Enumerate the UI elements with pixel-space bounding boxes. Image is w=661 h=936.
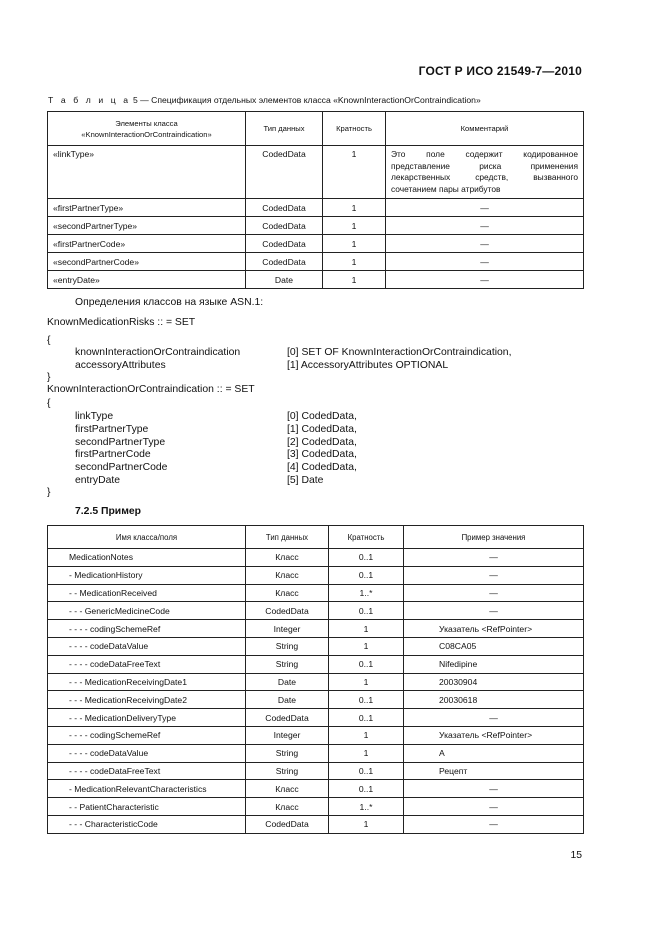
asn-field-type: [5] Date [287, 475, 324, 486]
asn-intro: Определения классов на языке ASN.1: [75, 297, 264, 308]
example-cell-value: Nifedipine [404, 655, 584, 673]
section-heading: 7.2.5 Пример [75, 506, 142, 517]
example-cell-multiplicity: 0..1 [329, 691, 404, 709]
example-cell-value: — [404, 549, 584, 567]
table-row [48, 549, 584, 567]
table5-cell-comment: — [386, 253, 584, 271]
table5-cell-multiplicity: 1 [323, 146, 386, 199]
example-cell-value: Рецепт [404, 762, 584, 780]
table-row [48, 673, 584, 691]
table5-cell-element: «secondPartnerType» [48, 217, 246, 235]
table5-header-multiplicity: Кратность [323, 112, 386, 146]
asn-field-type: [4] CodedData, [287, 462, 357, 473]
table5-header-elements: Элементы класса «KnownInteractionOrContraindication» [48, 112, 246, 146]
table5-cell-comment: — [386, 235, 584, 253]
example-cell-value: — [404, 815, 584, 833]
asn-field-type: [1] AccessoryAttributes OPTIONAL [287, 360, 449, 371]
example-cell-multiplicity: 0..1 [329, 566, 404, 584]
table-row [48, 620, 584, 638]
asn-brace-open: { [47, 335, 51, 346]
table5-cell-element: «linkType» [48, 146, 246, 199]
table-row [48, 235, 584, 253]
example-cell-name: - - - MedicationReceivingDate2 [48, 691, 246, 709]
example-cell-type: String [246, 655, 329, 673]
table5-cell-multiplicity: 1 [323, 271, 386, 289]
example-cell-type: String [246, 744, 329, 762]
asn-field-name: accessoryAttributes [75, 360, 166, 371]
example-cell-multiplicity: 0..1 [329, 549, 404, 567]
table5-header-comment: Комментарий [386, 112, 584, 146]
example-cell-multiplicity: 0..1 [329, 780, 404, 798]
table5-cell-multiplicity: 1 [323, 217, 386, 235]
table-row [48, 691, 584, 709]
asn-field-name: secondPartnerCode [75, 462, 168, 473]
table5-cell-element: «secondPartnerCode» [48, 253, 246, 271]
example-cell-name: - - - MedicationDeliveryType [48, 709, 246, 727]
example-cell-name: - - - - codeDataFreeText [48, 762, 246, 780]
table5-cell-multiplicity: 1 [323, 253, 386, 271]
example-cell-name: - - - GenericMedicineCode [48, 602, 246, 620]
example-cell-value: — [404, 709, 584, 727]
asn-def1-header: KnownMedicationRisks :: = SET [47, 317, 196, 328]
example-header-multiplicity: Кратность [329, 526, 404, 549]
table5-cell-type: CodedData [246, 235, 323, 253]
asn-field-name: linkType [75, 411, 114, 422]
example-header-value: Пример значения [404, 526, 584, 549]
table-row [48, 780, 584, 798]
asn-field-name: knownInteractionOrContraindication [75, 347, 241, 358]
example-cell-name: - - MedicationReceived [48, 584, 246, 602]
table-row [48, 637, 584, 655]
asn-field-type: [3] CodedData, [287, 449, 357, 460]
table-row [48, 217, 584, 235]
example-cell-name: - MedicationRelevantCharacteristics [48, 780, 246, 798]
example-cell-type: CodedData [246, 709, 329, 727]
table-row [48, 709, 584, 727]
example-cell-multiplicity: 0..1 [329, 762, 404, 780]
table-row [48, 253, 584, 271]
example-cell-multiplicity: 1 [329, 815, 404, 833]
example-cell-name: - - PatientCharacteristic [48, 798, 246, 816]
asn-field-name: secondPartnerType [75, 437, 166, 448]
example-cell-type: Класс [246, 798, 329, 816]
table5-cell-type: CodedData [246, 146, 323, 199]
example-cell-name: - - - - codeDataValue [48, 637, 246, 655]
example-cell-multiplicity: 1 [329, 673, 404, 691]
example-cell-type: Класс [246, 566, 329, 584]
table-row [48, 271, 584, 289]
example-cell-type: Integer [246, 620, 329, 638]
table5-cell-comment: — [386, 199, 584, 217]
example-cell-multiplicity: 0..1 [329, 602, 404, 620]
example-cell-value: Указатель <RefPointer> [404, 726, 584, 744]
table5-cell-type: CodedData [246, 253, 323, 271]
table5 [47, 111, 584, 289]
example-cell-value: 20030618 [404, 691, 584, 709]
table5-cell-type: CodedData [246, 199, 323, 217]
example-cell-value: A [404, 744, 584, 762]
example-cell-value: 20030904 [404, 673, 584, 691]
example-cell-multiplicity: 1 [329, 637, 404, 655]
asn-brace-close: } [47, 487, 51, 498]
example-cell-multiplicity: 1 [329, 726, 404, 744]
example-cell-name: - MedicationHistory [48, 566, 246, 584]
example-cell-value: — [404, 780, 584, 798]
page-number: 15 [570, 850, 582, 861]
table5-cell-comment: — [386, 217, 584, 235]
example-cell-type: Date [246, 691, 329, 709]
example-table-body [48, 549, 584, 834]
table-row [48, 566, 584, 584]
table5-cell-multiplicity: 1 [323, 199, 386, 217]
asn-field-type: [2] CodedData, [287, 437, 357, 448]
example-cell-value: — [404, 602, 584, 620]
table5-cell-type: Date [246, 271, 323, 289]
asn-field-name: firstPartnerCode [75, 449, 151, 460]
table-row [48, 584, 584, 602]
example-cell-name: - - - - codeDataFreeText [48, 655, 246, 673]
table5-cell-comment: — [386, 271, 584, 289]
table5-cell-multiplicity: 1 [323, 235, 386, 253]
table5-header-row [48, 112, 584, 146]
table5-cell-element: «firstPartnerType» [48, 199, 246, 217]
asn-field-name: firstPartnerType [75, 424, 149, 435]
table-row [48, 762, 584, 780]
example-header-name: Имя класса/поля [48, 526, 246, 549]
example-cell-type: String [246, 637, 329, 655]
example-cell-value: C08CA05 [404, 637, 584, 655]
example-cell-multiplicity: 0..1 [329, 709, 404, 727]
table-row [48, 815, 584, 833]
asn-field-type: [0] CodedData, [287, 411, 357, 422]
example-cell-value: Указатель <RefPointer> [404, 620, 584, 638]
asn-brace-close: } [47, 372, 51, 383]
example-cell-name: - - - CharacteristicCode [48, 815, 246, 833]
example-cell-name: - - - - codingSchemeRef [48, 620, 246, 638]
table-row [48, 798, 584, 816]
table5-caption-lead: Т а б л и ц а [48, 95, 131, 105]
table-row [48, 146, 584, 199]
asn-field-type: [0] SET OF KnownInteractionOrContraindication, [287, 347, 512, 358]
example-cell-name: - - - - codeDataValue [48, 744, 246, 762]
example-cell-type: String [246, 762, 329, 780]
table5-cell-element: «entryDate» [48, 271, 246, 289]
example-cell-multiplicity: 1 [329, 744, 404, 762]
example-cell-type: Класс [246, 780, 329, 798]
example-cell-name: - - - - codingSchemeRef [48, 726, 246, 744]
example-cell-multiplicity: 1 [329, 620, 404, 638]
table-row [48, 726, 584, 744]
standard-designation: ГОСТ Р ИСО 21549-7—2010 [418, 64, 582, 78]
table5-cell-element: «firstPartnerCode» [48, 235, 246, 253]
example-cell-type: Класс [246, 584, 329, 602]
example-cell-multiplicity: 1..* [329, 798, 404, 816]
example-cell-value: — [404, 798, 584, 816]
table-row [48, 655, 584, 673]
example-cell-type: CodedData [246, 602, 329, 620]
table5-cell-type: CodedData [246, 217, 323, 235]
example-header-type: Тип данных [246, 526, 329, 549]
example-cell-value: — [404, 584, 584, 602]
example-cell-type: Integer [246, 726, 329, 744]
example-cell-name: - - - MedicationReceivingDate1 [48, 673, 246, 691]
table5-caption [48, 95, 481, 105]
example-cell-type: CodedData [246, 815, 329, 833]
example-cell-multiplicity: 0..1 [329, 655, 404, 673]
example-cell-type: Date [246, 673, 329, 691]
table-row [48, 744, 584, 762]
example-cell-name: MedicationNotes [48, 549, 246, 567]
asn-field-name: entryDate [75, 475, 121, 486]
asn-field-type: [1] CodedData, [287, 424, 357, 435]
asn-def2-header: KnownInteractionOrContraindication :: = SET [47, 384, 255, 395]
table-row [48, 602, 584, 620]
example-cell-value: — [404, 566, 584, 584]
example-cell-type: Класс [246, 549, 329, 567]
table5-cell-comment: Это поле содержит кодированное представление риска применения лекарственных средств, вызванного сочетанием пары атрибутов [386, 146, 584, 199]
asn-brace-open: { [47, 398, 51, 409]
table-row [48, 199, 584, 217]
table5-header-type: Тип данных [246, 112, 323, 146]
example-cell-multiplicity: 1..* [329, 584, 404, 602]
example-table [47, 525, 584, 834]
table5-caption-text: 5 — Спецификация отдельных элементов класса «KnownInteractionOrContraindication» [132, 95, 481, 105]
example-header-row [48, 526, 584, 549]
